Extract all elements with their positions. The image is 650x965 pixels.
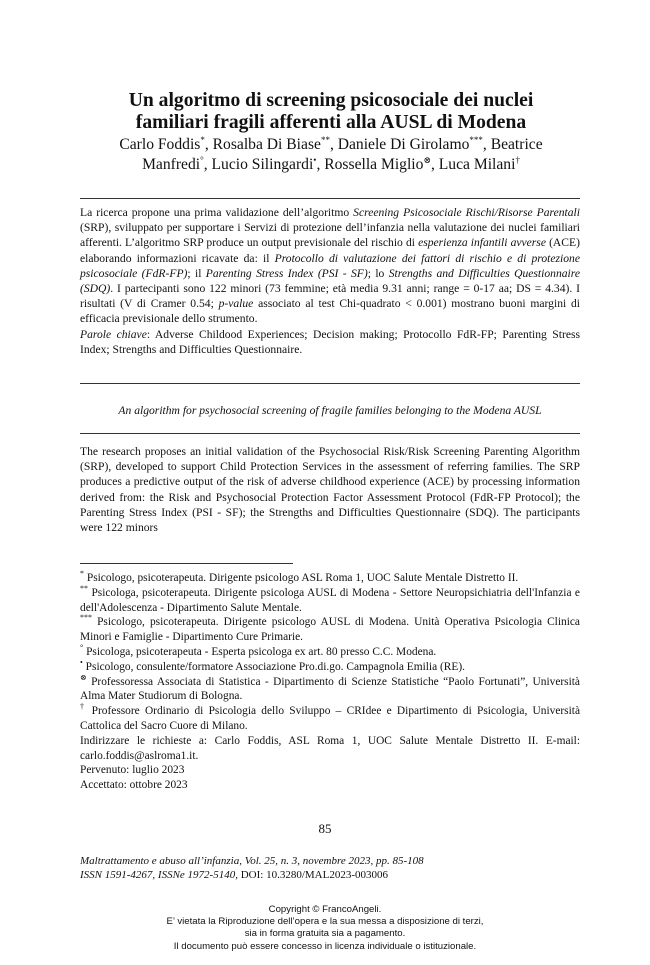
copyright-line: Il documento può essere concesso in licenza individuale o istituzionale. xyxy=(173,940,477,952)
page-number: 85 xyxy=(318,821,332,836)
author-mark: ° xyxy=(200,154,204,165)
footnote: ** Psicologa, psicoterapeuta. Dirigente psicologa AUSL di Modena - Settore Neuropsichiatria dell'Infanzia e dell'Adolescenza - Dipartimento Salute Mentale. xyxy=(80,584,580,614)
abstract-top-rule xyxy=(80,198,580,199)
footnote: *** Psicologo, psicoterapeuta. Dirigente psicologo AUSL di Modena. Unità Operativa Psicologia Clinica Minori e Famiglie - Dipartimento Cure Primarie. xyxy=(80,613,580,644)
author-mark: ** xyxy=(320,134,330,145)
title-line-1: Un algoritmo di screening psicosociale dei nuclei xyxy=(128,90,534,111)
abstract-italian xyxy=(80,205,580,357)
copyright-line: E’ vietata la Riproduzione dell’opera e la sua messa a disposizione di terzi, xyxy=(166,916,484,928)
footnote: * Psicologo, psicoterapeuta. Dirigente psicologo ASL Roma 1, UOC Salute Mentale Distretto II. xyxy=(80,569,519,584)
copyright-line: Copyright © FrancoAngeli. xyxy=(268,904,382,915)
footnotes xyxy=(80,571,580,793)
author-name: Lucio Silingardi xyxy=(211,156,314,173)
author-name: Carlo Foddis xyxy=(119,136,201,153)
title-line-2: familiari fragili afferenti alla AUSL di Modena xyxy=(135,112,527,133)
author-mark: * xyxy=(200,134,205,145)
keywords-label: Parole chiave xyxy=(80,327,147,341)
keywords xyxy=(80,327,580,357)
footnote: † Professore Ordinario di Psicologia dello Sviluppo – CRIdee e Dipartimento di Psicologia, Università Cattolica del Sacro Cuore di Milano. xyxy=(80,702,580,732)
received-date: Pervenuto: luglio 2023 xyxy=(80,764,185,777)
author-mark: † xyxy=(515,154,520,165)
journal-info xyxy=(80,854,600,882)
footnote-separator xyxy=(80,563,293,564)
journal-citation: Maltrattamento e abuso all’infanzia, Vol. 25, n. 3, novembre 2023, pp. 85-108 xyxy=(80,855,424,867)
journal-ids xyxy=(80,868,600,882)
author-mark: ⊗ xyxy=(423,154,431,165)
correspondence: Indirizzare le richieste a: Carlo Foddis, ASL Roma 1, UOC Salute Mentale Distretto II. E-mail: carlo.foddis@aslroma1.it. xyxy=(80,734,580,762)
author-mark: *** xyxy=(469,134,483,145)
english-title: An algorithm for psychosocial screening of fragile families belonging to the Modena AUSL xyxy=(118,404,542,417)
accepted-date: Accettato: ottobre 2023 xyxy=(80,779,188,792)
footnote: • Psicologo, consulente/formatore Associazione Pro.di.go. Campagnola Emilia (RE). xyxy=(80,657,465,673)
author-list: Carlo Foddis*, Rosalba Di Biase**, Daniele Di Girolamo***, Beatrice Manfredi°, Lucio Silingardi•, Rossella Miglio⊗, Luca Milani† xyxy=(119,134,543,173)
abstract-it-text: La ricerca propone una prima validazione dell’algoritmo Screening Psicosociale Rischi/Risorse Parentali (SRP), sviluppato per supportare i Servizi di protezione dell’infanzia nella valutazione dei nuclei familiari afferenti. L’algoritmo SRP produce un output previsionale del rischio di esperienza infantili avverse (ACE) elaborando informazioni ricavate da: il Protocollo di valutazione dei fattori di rischio e di protezione psicosociale (FdR-FP); il Parenting Stress Index (PSI - SF); lo Strengths and Difficulties Questionnaire (SDQ). I partecipanti sono 122 minori (73 femmine; età media 9.31 anni; range = 0-17 aa; DS = 4.34). I risultati (V di Cramer 0.54; p-value associato al test Chi-quadrato < 0.001) mostrano buoni margini di efficacia previsionale dello strumento. xyxy=(80,206,580,326)
author-name: Daniele Di Girolamo xyxy=(337,136,470,153)
abstract-bottom-rule xyxy=(80,383,580,384)
author-name: Beatrice Manfredi xyxy=(142,136,543,173)
article-title xyxy=(96,90,566,134)
english-abstract-top-rule xyxy=(80,433,580,434)
keywords-text: : Adverse Childood Experiences; Decision making; Protocollo FdR-FP; Parenting Stress Index; Strengths and Difficulties Questionnaire. xyxy=(80,327,580,356)
abstract-english xyxy=(80,444,580,535)
author-name: Rosalba Di Biase xyxy=(212,136,321,153)
footnote: ° Psicologa, psicoterapeuta - Esperta psicologa ex art. 80 presso C.C. Modena. xyxy=(80,643,437,658)
journal-doi: DOI: 10.3280/MAL2023-003006 xyxy=(237,869,388,881)
author-mark: • xyxy=(313,154,317,165)
abstract-en-text: The research proposes an initial validation of the Psychosocial Risk/Risk Screening Parenting Algorithm (SRP), developed to support Child Protection Services in the assessment of referring families. The SRP produces a predictive output of the risk of adverse childhood experience (ACE) by processing information derived from: the Risk and Psychosocial Protection Factor Assessment Protocol (FdR-FP Protocol); the Parenting Stress Index (PSI - SF); the Strengths and Difficulties Questionnaire (SDQ). The participants were 122 minors xyxy=(80,445,580,535)
author-name: Luca Milani xyxy=(438,156,516,173)
copyright-line: sia in forma gratuita sia a pagamento. xyxy=(244,928,406,940)
author-name: Rossella Miglio xyxy=(324,156,424,173)
journal-issn: ISSN 1591-4267, ISSNe 1972-5140, xyxy=(80,869,238,881)
copyright-notice xyxy=(0,904,650,953)
footnote: ⊗ Professoressa Associata di Statistica - Dipartimento di Scienze Statistiche “Paolo Fortunati”, Università Alma Mater Studiorum di Bologna. xyxy=(80,672,580,703)
